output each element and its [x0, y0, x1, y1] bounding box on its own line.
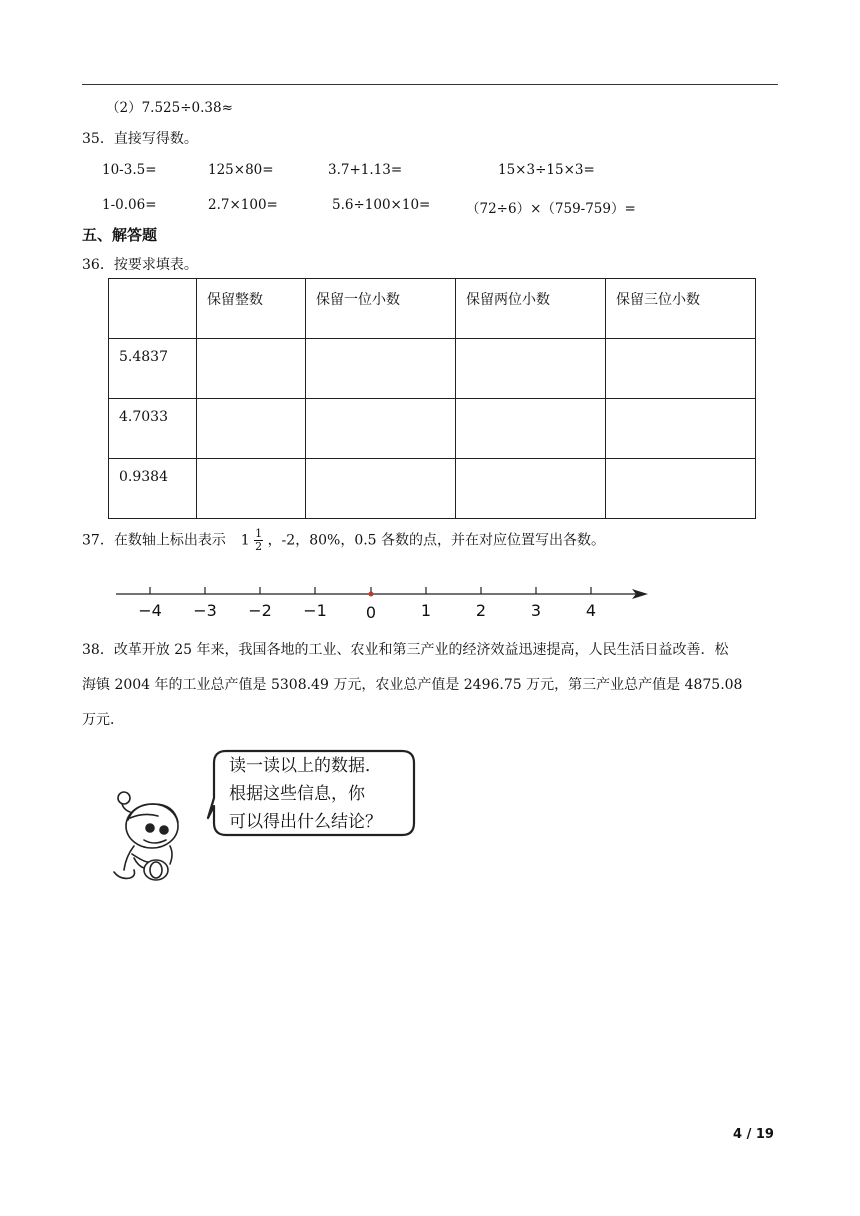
table-cell — [109, 279, 197, 339]
q38-line2: 海镇 2004 年的工业总产值是 5308.49 万元，农业总产值是 2496.75 万元，第三产业总产值是 4875.08 — [82, 677, 743, 693]
row-label: 0.9384 — [109, 459, 197, 519]
table-header-row — [109, 279, 756, 339]
cartoon-child-icon — [104, 790, 204, 886]
table-header-cell: 保留整数 — [197, 279, 306, 339]
answer-cell[interactable] — [456, 399, 606, 459]
table-row — [109, 339, 756, 399]
table-row — [109, 399, 756, 459]
answer-cell[interactable] — [306, 399, 456, 459]
q35-r2c4: （72÷6）×（759-759）= — [466, 201, 636, 217]
q35-r2c2: 2.7×100= — [208, 197, 278, 213]
fraction-denominator: 2 — [255, 540, 263, 553]
q35-title: 35．直接写得数。 — [82, 131, 198, 147]
answer-cell[interactable] — [456, 459, 606, 519]
q35-r1c2: 125×80= — [208, 162, 274, 178]
fraction-numerator: 1 — [255, 527, 263, 540]
number-line — [108, 578, 668, 624]
axis-label: 1 — [420, 601, 432, 620]
q35-r2c3: 5.6÷100×10= — [332, 197, 431, 213]
fraction — [254, 528, 263, 553]
row-label: 4.7033 — [109, 399, 197, 459]
bubble-line: 读一读以上的数据． — [229, 756, 382, 776]
table-header-cell: 保留一位小数 — [306, 279, 456, 339]
table-row — [109, 459, 756, 519]
q38-line3: 万元． — [82, 712, 124, 728]
q35-r1c3: 3.7+1.13= — [328, 162, 403, 178]
section-title: 五、解答题 — [82, 226, 158, 244]
axis-label: 0 — [365, 603, 377, 622]
q37-prefix: 37．在数轴上标出表示 — [82, 532, 226, 549]
answer-cell[interactable] — [306, 459, 456, 519]
q34-sub2: （2）7.525÷0.38≈ — [106, 100, 233, 116]
bubble-text — [229, 752, 382, 836]
axis-label: −4 — [138, 601, 162, 620]
q35-r1c1: 10-3.5= — [102, 162, 157, 178]
q36-title: 36．按要求填表。 — [82, 257, 198, 273]
q38-line1: 38．改革开放 25 年来，我国各地的工业、农业和第三产业的经济效益迅速提高，人民生活日益改善．松 — [82, 642, 729, 658]
answer-cell[interactable] — [606, 399, 756, 459]
q35-r1c4: 15×3÷15×3= — [498, 162, 595, 178]
q37-text — [82, 528, 605, 553]
mixed-number — [241, 528, 263, 553]
answer-cell[interactable] — [306, 339, 456, 399]
answer-cell[interactable] — [456, 339, 606, 399]
axis-label: 2 — [475, 601, 487, 620]
answer-cell[interactable] — [197, 339, 306, 399]
axis-label: 3 — [530, 601, 542, 620]
origin-dot — [369, 592, 374, 597]
axis-label: 4 — [585, 601, 597, 620]
bubble-line: 根据这些信息，你 — [229, 784, 365, 804]
q35-r2c1: 1-0.06= — [102, 197, 157, 213]
mixed-whole: 1 — [240, 532, 250, 549]
rounding-table — [108, 278, 756, 519]
table-header-cell: 保留三位小数 — [606, 279, 756, 339]
q37-suffix: ，-2，80%，0.5 各数的点，并在对应位置写出各数。 — [267, 532, 606, 549]
answer-cell[interactable] — [197, 459, 306, 519]
answer-cell[interactable] — [606, 459, 756, 519]
answer-cell[interactable] — [606, 339, 756, 399]
page-number: 4 / 19 — [733, 1127, 774, 1142]
axis-label: −3 — [193, 601, 217, 620]
row-label: 5.4837 — [109, 339, 197, 399]
axis-label: −2 — [248, 601, 272, 620]
table-header-cell: 保留两位小数 — [456, 279, 606, 339]
axis-label: −1 — [303, 601, 327, 620]
header-rule — [82, 84, 778, 85]
answer-cell[interactable] — [197, 399, 306, 459]
bubble-line: 可以得出什么结论？ — [229, 812, 382, 832]
